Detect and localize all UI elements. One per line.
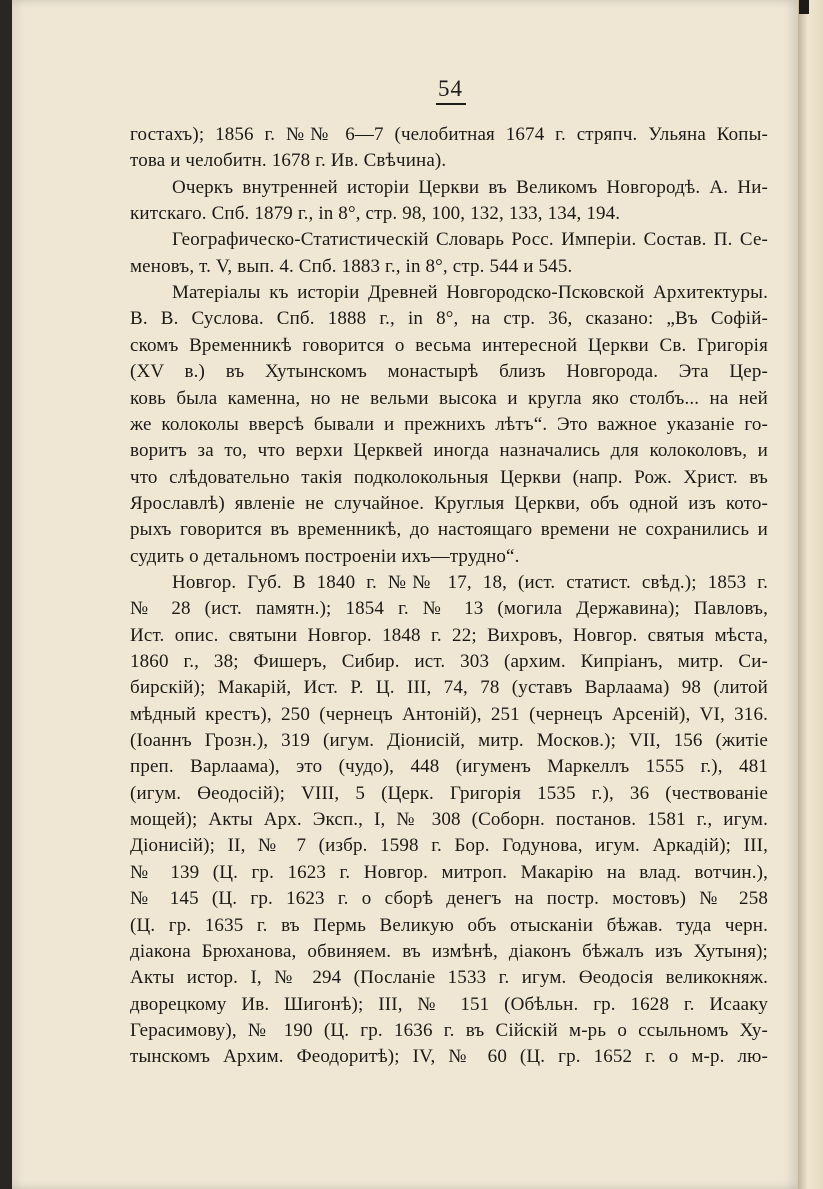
text-line: Діонисій); II, № 7 (избр. 1598 г. Бор. Годунова, игум. Аркадій); III,: [130, 835, 768, 856]
text-line: мѣдный крестъ), 250 (чернецъ Антоній), 251 (чернецъ Арсеній), VI, 316.: [130, 704, 768, 725]
text-line: № 139 (Ц. гр. 1623 г. Новгор. митроп. Макарію на влад. вотчин.),: [130, 862, 768, 883]
text-line: В. В. Суслова. Спб. 1888 г., in 8°, на стр. 36, сказано: „Въ Софій-: [130, 308, 768, 329]
text-line: Ист. опис. святыни Новгор. 1848 г. 22; Вихровъ, Новгор. святыя мѣста,: [130, 625, 768, 646]
text-line: мощей); Акты Арх. Эксп., I, № 308 (Соборн. постанов. 1581 г., игум.: [130, 809, 768, 830]
text-line: же колоколы вверсѣ бывали и прежнихъ лѣтъ“. Это важное указаніе го-: [130, 414, 768, 435]
text-line: судить о детальномъ построеніи ихъ—трудно“.: [130, 546, 520, 567]
text-line: № 145 (Ц. гр. 1623 г. о сборѣ денегъ на постр. мостовъ) № 258: [130, 888, 768, 909]
text-line: діакона Брюханова, обвиняем. въ измѣнѣ, діаконъ бѣжалъ изъ Хутыня);: [130, 941, 768, 962]
text-line: тынскомъ Архим. Феодоритѣ); IV, № 60 (Ц. гр. 1652 г. о м-р. лю-: [130, 1046, 768, 1067]
text-line: (XV в.) въ Хутынскомъ монастырѣ близъ Новгорода. Эта Цер-: [130, 361, 768, 382]
text-line: дворецкому Ив. Шигонѣ); III, № 151 (Обѣльн. гр. 1628 г. Исааку: [130, 994, 768, 1015]
text-line: ковь была каменна, но не вельми высока и кругла яко столбъ... на ней: [130, 388, 768, 409]
text-line: китскаго. Спб. 1879 г., in 8°, стр. 98, 100, 132, 133, 134, 194.: [130, 203, 621, 224]
text-line: что слѣдовательно такія подколокольныя Церкви (напр. Рож. Христ. въ: [130, 467, 768, 488]
text-line: преп. Варлаама), это (чудо), 448 (игуменъ Маркеллъ 1555 г.), 481: [130, 756, 768, 777]
text-line: гостахъ); 1856 г. №№ 6—7 (челобитная 1674 г. стряпч. Ульяна Копы-: [130, 124, 768, 145]
text-line: Герасимову), № 190 (Ц. гр. 1636 г. въ Сійскій м-рь о ссыльномъ Ху-: [130, 1020, 768, 1041]
adjacent-page-edge: [798, 0, 823, 1189]
scan-corner-mark: [799, 0, 809, 14]
text-line: скомъ Временникѣ говорится о весьма интересной Церкви Св. Григорія: [130, 335, 768, 356]
text-line: Матеріалы къ исторіи Древней Новгородско-Псковской Архитектуры.: [172, 282, 768, 303]
text-line: воритъ за то, что верхи Церквей иногда назначались для колоколовъ, и: [130, 440, 768, 461]
page-number-underline: [436, 103, 466, 105]
text-line: № 28 (ист. памятн.); 1854 г. № 13 (могила Державина); Павловъ,: [130, 598, 768, 619]
text-line: 1860 г., 38; Фишеръ, Сибир. ист. 303 (архим. Кипріанъ, митр. Си-: [130, 651, 768, 672]
book-page: [12, 0, 798, 1189]
text-line: (игум. Өеодосій); VIII, 5 (Церк. Григорія 1535 г.), 36 (чествованіе: [130, 783, 768, 804]
text-line: меновъ, т. V, вып. 4. Спб. 1883 г., in 8°, стр. 544 и 545.: [130, 256, 573, 277]
text-line: Новгор. Губ. В 1840 г. №№ 17, 18, (ист. статист. свѣд.); 1853 г.: [172, 572, 768, 593]
text-line: Очеркъ внутренней исторіи Церкви въ Великомъ Новгородѣ. А. Ни-: [172, 177, 768, 198]
text-line: (Іоаннъ Грозн.), 319 (игум. Діонисій, митр. Москов.); VII, 156 (житіе: [130, 730, 768, 751]
page-number: 54: [438, 76, 463, 101]
text-line: (Ц. гр. 1635 г. въ Пермь Великую объ отысканіи бѣжав. туда черн.: [130, 915, 768, 936]
text-line: рыхъ говорится въ временникѣ, до настоящаго времени не сохранились и: [130, 519, 768, 540]
text-line: Ярославлѣ) явленіе не случайное. Круглыя Церкви, объ одной изъ кото-: [130, 493, 768, 514]
text-line: Акты истор. I, № 294 (Посланіе 1533 г. игум. Өеодосія великокняж.: [130, 967, 768, 988]
text-line: Географическо-Статистическій Словарь Росс. Имперіи. Состав. П. Се-: [172, 229, 768, 250]
text-line: това и челобитн. 1678 г. Ив. Свѣчина).: [130, 150, 447, 171]
text-line: бирскій); Макарій, Ист. Р. Ц. III, 74, 78 (уставъ Варлаама) 98 (литой: [130, 677, 768, 698]
